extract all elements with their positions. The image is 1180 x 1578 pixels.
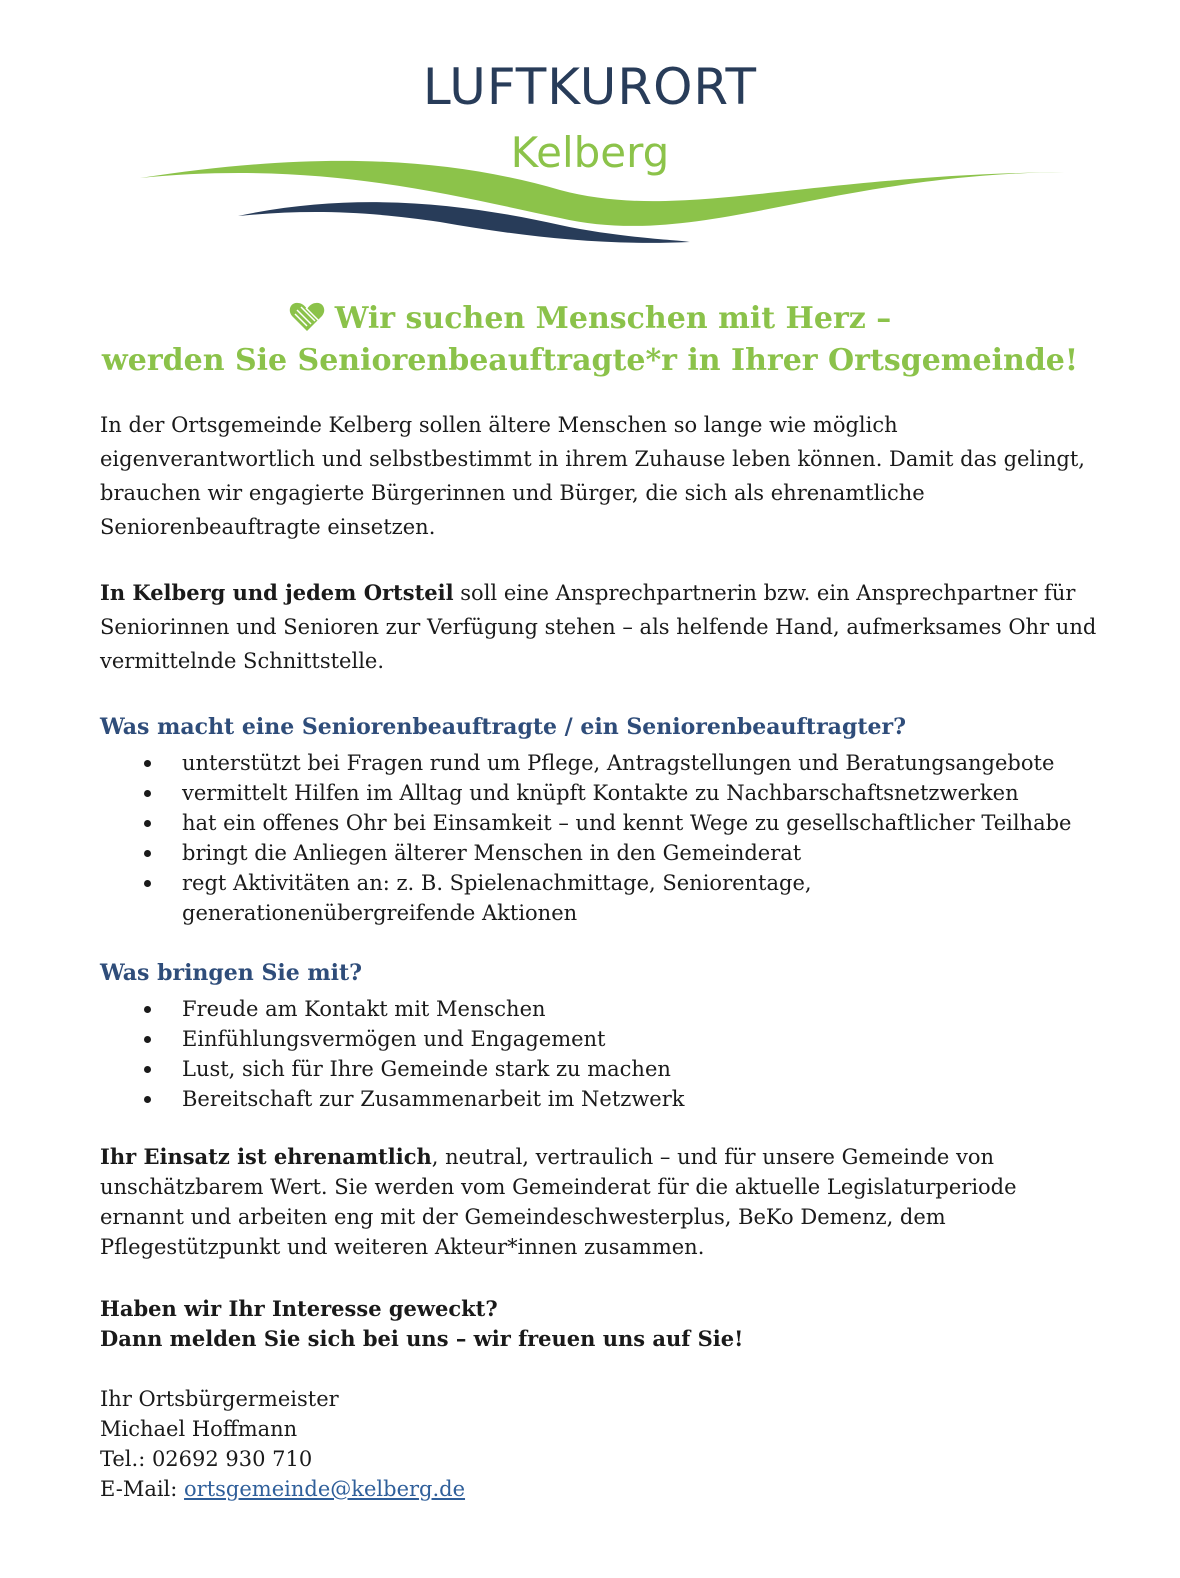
signature-email-line (100, 1474, 1100, 1504)
list-item-text: unterstützt bei Fragen rund um Pflege, Antragstellungen und Beratungsangebote (182, 751, 1055, 775)
closing-line1: Haben wir Ihr Interesse geweckt? (100, 1296, 498, 1321)
email-link[interactable]: ortsgemeinde@kelberg.de (184, 1477, 466, 1501)
tasks-list (100, 748, 1100, 928)
list-item-text: Lust, sich für Ihre Gemeinde stark zu machen (182, 1057, 671, 1081)
body-content (100, 408, 1100, 1504)
list-item-text: regt Aktivitäten an: z. B. Spielenachmittage, Seniorentage, generationenübergreifende Aktionen (182, 871, 812, 925)
section-heading-tasks: Was macht eine Seniorenbeauftragte / ein Seniorenbeauftragter? (100, 714, 906, 740)
bullet-icon (144, 1006, 151, 1013)
email-label: E-Mail: (100, 1477, 185, 1501)
list-item (100, 994, 1100, 1024)
logo-subtitle: Kelberg (510, 128, 670, 177)
list-item-text: Einfühlungsvermögen und Engagement (182, 1027, 606, 1051)
headline (0, 298, 1180, 382)
volunteer-paragraph-bold: Ihr Einsatz ist ehrenamtlich (100, 1144, 432, 1169)
list-item (100, 778, 1100, 808)
signature-role: Ihr Ortsbürgermeister (100, 1387, 339, 1411)
bullet-icon (144, 880, 151, 887)
list-item-text: Bereitschaft zur Zusammenarbeit im Netzwerk (182, 1087, 685, 1111)
heart-icon (289, 302, 325, 332)
bullet-icon (144, 1066, 151, 1073)
headline-line2: werden Sie Seniorenbeauftragte*r in Ihrer Ortsgemeinde! (101, 343, 1079, 378)
volunteer-paragraph-text: , neutral, vertraulich – und für unsere Gemeinde von unschätzbarem Wert. Sie werden vom Gemeinderat für die aktuelle Legislaturperiode ernannt und arbeiten eng mit der Gemeindeschwesterplus, BeKo Demenz, dem Pflegestützpunkt und weiteren Akteur*innen zusammen. (100, 1145, 1017, 1259)
closing-line2: Dann melden Sie sich bei uns – wir freuen uns auf Sie! (100, 1326, 744, 1351)
contact-paragraph (100, 576, 1100, 678)
bullet-icon (144, 760, 151, 767)
section-heading-requirements: Was bringen Sie mit? (100, 960, 363, 986)
closing-call-to-action (100, 1294, 1100, 1354)
list-item (100, 868, 1100, 928)
logo-title: LUFTKURORT (422, 58, 758, 116)
list-item (100, 1024, 1100, 1054)
list-item (100, 1054, 1100, 1084)
list-item-text: Freude am Kontakt mit Menschen (182, 997, 546, 1021)
bullet-icon (144, 1036, 151, 1043)
list-item (100, 808, 1100, 838)
signature-phone: Tel.: 02692 930 710 (100, 1447, 313, 1471)
headline-line1: Wir suchen Menschen mit Herz – (334, 301, 892, 336)
signature-name: Michael Hoffmann (100, 1417, 298, 1441)
signature-block (100, 1384, 1100, 1504)
list-item-text: bringt die Anliegen älterer Menschen in den Gemeinderat (182, 841, 802, 865)
bullet-icon (144, 790, 151, 797)
list-item (100, 1084, 1100, 1114)
contact-paragraph-bold: In Kelberg und jedem Ortsteil (100, 580, 454, 605)
bullet-icon (144, 820, 151, 827)
volunteer-paragraph (100, 1142, 1100, 1262)
bullet-icon (144, 850, 151, 857)
logo-wave-graphic (0, 0, 1180, 270)
list-item (100, 748, 1100, 778)
logo (0, 0, 1180, 270)
list-item-text: vermittelt Hilfen im Alltag und knüpft Kontakte zu Nachbarschaftsnetzwerken (182, 781, 1019, 805)
bullet-icon (144, 1096, 151, 1103)
list-item (100, 838, 1100, 868)
list-item-text: hat ein offenes Ohr bei Einsamkeit – und kennt Wege zu gesellschaftlicher Teilhabe (182, 811, 1072, 835)
requirements-list (100, 994, 1100, 1114)
intro-paragraph: In der Ortsgemeinde Kelberg sollen ältere Menschen so lange wie möglich eigenverantwortlich und selbstbestimmt in ihrem Zuhause leben können. Damit das gelingt, brauchen wir engagierte Bürgerinnen und Bürger, die sich als ehrenamtliche Seniorenbeauftragte einsetzen. (100, 413, 1085, 539)
contact-paragraph-text: soll eine Ansprechpartnerin bzw. ein Ansprechpartner für Seniorinnen und Senioren zur Verfügung stehen – als helfende Hand, aufmerksames Ohr und vermittelnde Schnittstelle. (100, 581, 1097, 673)
